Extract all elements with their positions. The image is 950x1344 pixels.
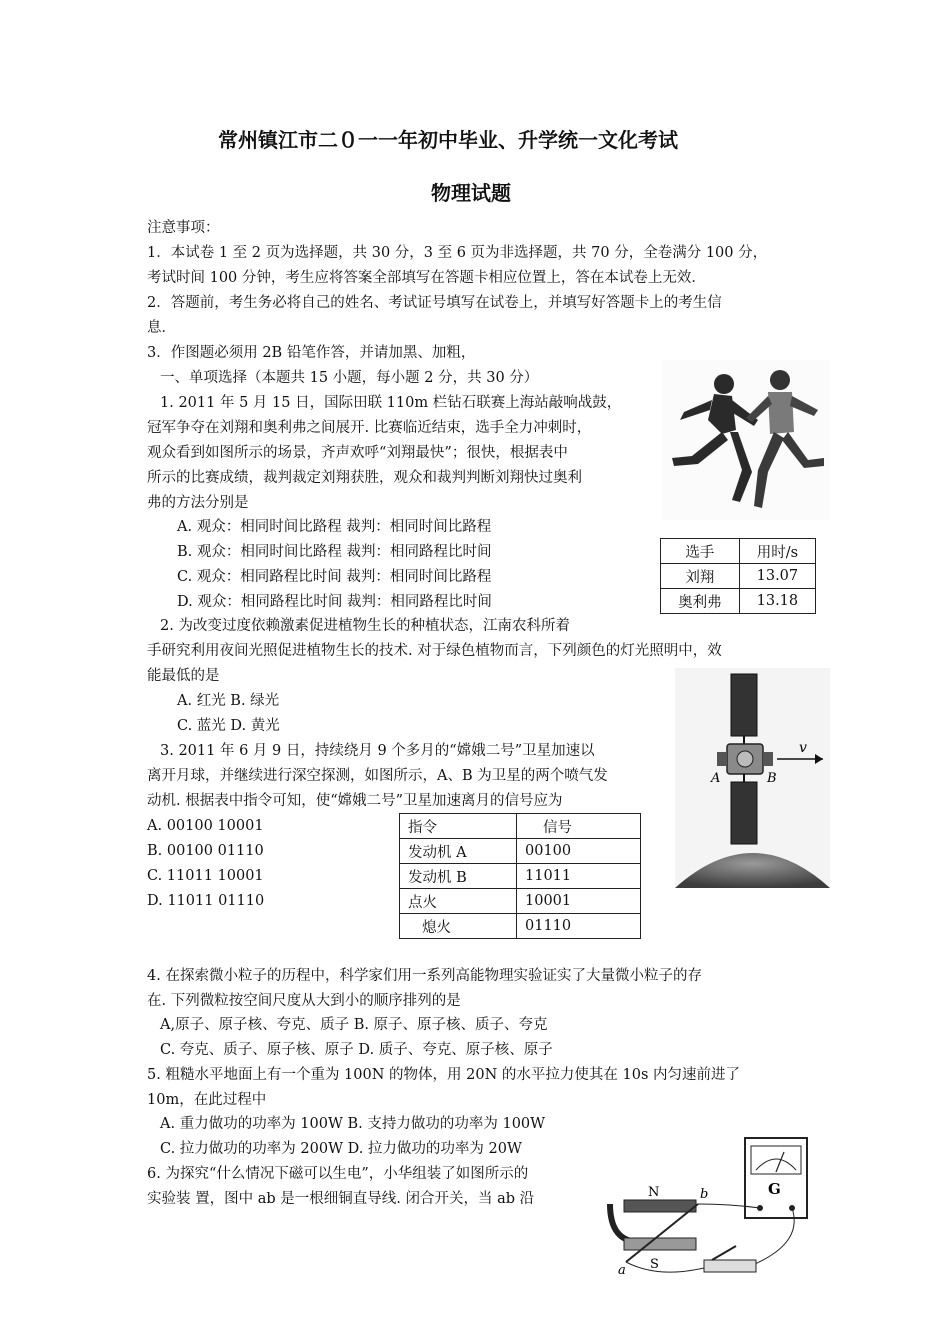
- q3-stem: 离开月球，并继续进行深空探测，如图所示，A、B 为卫星的两个喷气发: [147, 768, 608, 784]
- table-cell: 发动机 A: [400, 839, 517, 864]
- galvanometer-label: G: [768, 1180, 781, 1198]
- q2-stem: 能最低的是: [147, 668, 220, 684]
- q1-stem: 冠军争夺在刘翔和奥利弗之间展开. 比赛临近结束，选手全力冲刺时，: [147, 420, 592, 436]
- q5-options-ab: A. 重力做功的功率为 100W B. 支持力做功的功率为 100W: [160, 1116, 546, 1132]
- notice-line: 考试时间 100 分钟，考生应将答案全部填写在答题卡相应位置上，答在本试卷上无效．: [147, 270, 706, 286]
- page-title: 常州镇江市二０一一年初中毕业、升学统一文化考试: [218, 128, 678, 152]
- q3-option-a: A. 00100 10001: [147, 818, 264, 834]
- q5-options-cd: C. 拉力做功的功率为 200W D. 拉力做功的功率为 20W: [160, 1141, 522, 1157]
- q1-stem: 弗的方法分别是: [147, 495, 249, 511]
- induction-apparatus-diagram: [600, 1134, 815, 1284]
- table-cell: 00100: [517, 839, 641, 864]
- q4-stem: 4. 在探索微小粒子的历程中，科学家们用一系列高能物理实验证实了大量微小粒子的存: [147, 968, 702, 984]
- q1-stem: 观众看到如图所示的场景，齐声欢呼“刘翔最快”；很快，根据表中: [147, 445, 568, 461]
- south-pole-label: S: [650, 1257, 659, 1272]
- q2-options-ab: A. 红光 B. 绿光: [177, 693, 280, 709]
- q1-stem: 1. 2011 年 5 月 15 日，国际田联 110m 栏钻石联赛上海站敲响战鼓，: [160, 395, 622, 411]
- notice-line: 3．作图题必须用 2B 铅笔作答，并请加黑、加粗，: [147, 345, 476, 361]
- table-cell: 01110: [517, 914, 641, 939]
- engine-b-label: B: [767, 771, 777, 786]
- table-header: 信号: [517, 814, 641, 839]
- q1-option-b: B. 观众：相同时间比路程 裁判：相同路程比时间: [177, 544, 492, 560]
- q3-option-b: B. 00100 01110: [147, 843, 264, 859]
- north-pole-label: N: [648, 1185, 660, 1200]
- q3-option-d: D. 11011 01110: [147, 893, 265, 909]
- notice-line: 息．: [147, 320, 176, 336]
- table-cell: 奥利弗: [661, 589, 740, 614]
- q2-stem: 手研究利用夜间光照促进植物生长的技术. 对于绿色植物而言，下列颜色的灯光照明中，效: [147, 643, 722, 659]
- notice-line: 2．答题前，考生务必将自己的姓名、考试证号填写在试卷上，并填写好答题卡上的考生信: [147, 295, 722, 311]
- q4-options-ab: A,原子、原子核、夸克、质子 B. 原子、原子核、质子、夸克: [160, 1017, 548, 1033]
- q1-stem: 所示的比赛成绩，裁判裁定刘翔获胜，观众和裁判判断刘翔快过奥利: [147, 470, 582, 486]
- table-cell: 13.07: [739, 564, 815, 589]
- q1-results-table: [660, 538, 816, 614]
- q1-option-d: D. 观众：相同路程比时间 裁判：相同路程比时间: [177, 594, 492, 610]
- q5-stem: 10m，在此过程中: [147, 1092, 267, 1108]
- q3-signal-table: [399, 813, 641, 939]
- table-header: 指令: [400, 814, 517, 839]
- table-cell: 点火: [400, 889, 517, 914]
- q4-options-cd: C. 夸克、质子、原子核、原子 D. 质子、夸克、原子核、原子: [160, 1042, 553, 1058]
- q2-stem: 2. 为改变过度依赖激素促进植物生长的种植状态，江南农科所着: [160, 618, 570, 634]
- q6-stem: 6. 为探究“什么情况下磁可以生电”，小华组装了如图所示的: [147, 1166, 529, 1182]
- engine-a-label: A: [711, 771, 721, 786]
- table-header: 选手: [661, 539, 740, 564]
- page-subtitle: 物理试题: [431, 181, 511, 205]
- table-cell: 发动机 B: [400, 864, 517, 889]
- q3-stem: 动机. 根据表中指令可知，使“嫦娥二号”卫星加速离月的信号应为: [147, 793, 563, 809]
- table-cell: 11011: [517, 864, 641, 889]
- wire-end-a-label: a: [618, 1263, 626, 1278]
- q1-option-c: C. 观众：相同路程比时间 裁判：相同时间比路程: [177, 569, 492, 585]
- notice-line: 1．本试卷 1 至 2 页为选择题，共 30 分，3 至 6 页为非选择题，共 70 分，全卷满分 100 分，: [147, 245, 768, 261]
- q2-options-cd: C. 蓝光 D. 黄光: [177, 718, 280, 734]
- q5-stem: 5. 粗糙水平地面上有一个重为 100N 的物体，用 20N 的水平拉力使其在 10s 内匀速前进了: [147, 1067, 740, 1083]
- velocity-label: v: [799, 740, 807, 756]
- satellite-diagram: [675, 668, 830, 888]
- table-cell: 13.18: [739, 589, 815, 614]
- section-heading: 一、单项选择（本题共 15 小题，每小题 2 分，共 30 分）: [160, 370, 539, 386]
- q3-stem: 3. 2011 年 6 月 9 日，持续绕月 9 个多月的“嫦娥二号”卫星加速以: [160, 743, 595, 759]
- hurdlers-photo: [662, 360, 830, 520]
- notice-heading: 注意事项：: [147, 220, 220, 236]
- table-cell: 熄火: [400, 914, 517, 939]
- q3-option-c: C. 11011 10001: [147, 868, 264, 884]
- q6-stem: 实验装 置，图中 ab 是一根细铜直导线. 闭合开关，当 ab 沿: [147, 1191, 535, 1207]
- table-cell: 刘翔: [661, 564, 740, 589]
- table-header: 用时/s: [739, 539, 815, 564]
- q1-option-a: A. 观众：相同时间比路程 裁判：相同时间比路程: [177, 519, 492, 535]
- q4-stem: 在. 下列微粒按空间尺度从大到小的顺序排列的是: [147, 993, 461, 1009]
- wire-end-b-label: b: [700, 1187, 709, 1202]
- table-cell: 10001: [517, 889, 641, 914]
